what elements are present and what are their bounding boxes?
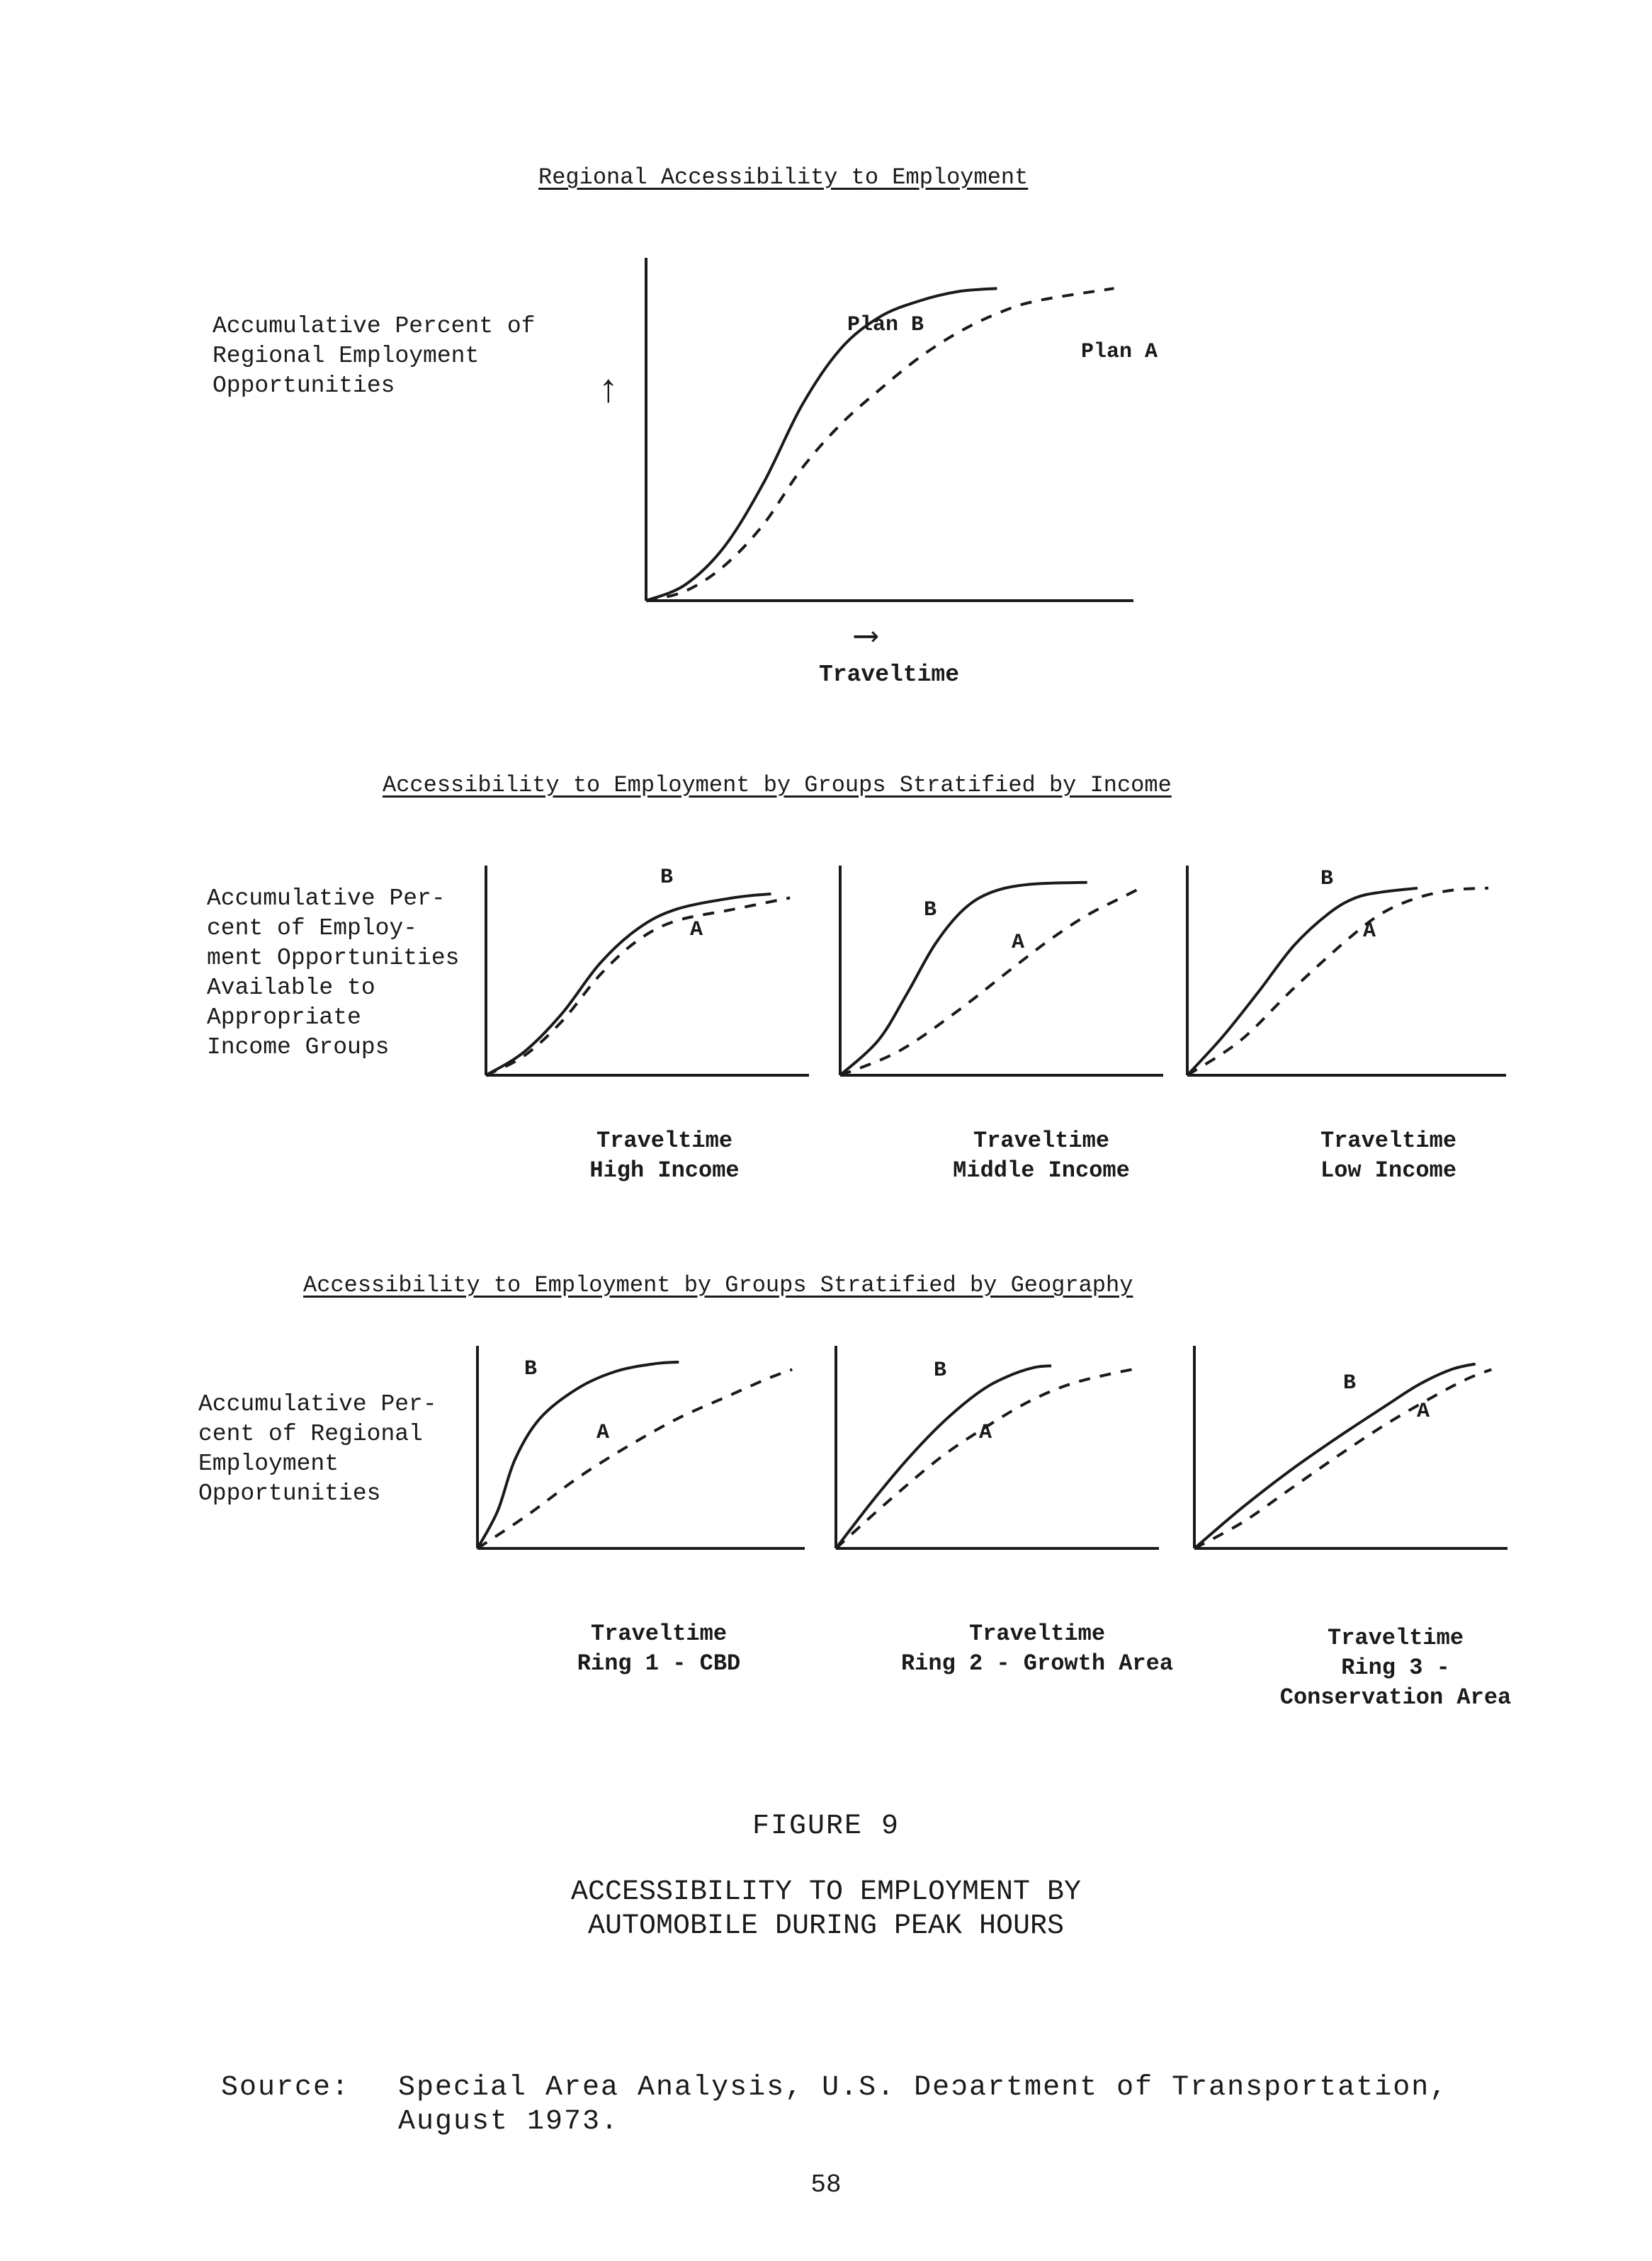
series-b-line-high-income	[486, 894, 771, 1075]
series-a-line-high-income	[486, 898, 790, 1076]
panel-high-income	[486, 866, 809, 1075]
caption-ring-1: Traveltime Ring 1 - CBD	[577, 1621, 741, 1677]
series-a-line-low-income	[1187, 888, 1488, 1075]
label-a-middle-income: A	[1012, 931, 1025, 955]
page-number: 58	[810, 2170, 842, 2199]
section-title-regional: Regional Accessibility to Employment	[538, 164, 1029, 191]
figure-caption: ACCESSIBILITY TO EMPLOYMENT BY AUTOMOBILE DURING PEAK HOURS	[570, 1876, 1082, 1942]
panel-ring-3	[1194, 1346, 1507, 1548]
series-a-line-ring-3	[1194, 1369, 1491, 1548]
right-arrow-icon: ⟶	[856, 618, 876, 657]
source-label: Source:	[221, 2072, 351, 2104]
panel-ring-1	[477, 1346, 805, 1548]
section-title-income: Accessibility to Employment by Groups Stratified by Income	[383, 772, 1172, 798]
label-a-regional: Plan A	[1081, 340, 1158, 364]
label-b-low-income: B	[1320, 867, 1334, 891]
caption-middle-income: Traveltime Middle Income	[953, 1128, 1130, 1184]
series-b-line-ring-3	[1194, 1364, 1476, 1549]
caption-low-income: Traveltime Low Income	[1320, 1128, 1457, 1184]
series-b-line-ring-2	[836, 1366, 1051, 1548]
panel-low-income	[1187, 866, 1506, 1075]
series-b-line-middle-income	[840, 883, 1087, 1075]
series-a-line-middle-income	[840, 886, 1144, 1075]
label-b-ring-2: B	[934, 1359, 947, 1383]
label-a-ring-2: A	[979, 1421, 992, 1445]
label-a-ring-1: A	[596, 1421, 610, 1445]
figure-number: FIGURE 9	[752, 1810, 900, 1842]
label-a-ring-3: A	[1417, 1400, 1430, 1424]
panel-ring-2	[836, 1346, 1159, 1548]
caption-high-income: Traveltime High Income	[589, 1128, 740, 1184]
x-axis-label-regional: Traveltime	[819, 662, 960, 688]
series-a-line-ring-2	[836, 1368, 1141, 1548]
section-title-geography: Accessibility to Employment by Groups Stratified by Geography	[303, 1272, 1133, 1298]
label-b-regional: Plan B	[847, 313, 924, 337]
panel-middle-income	[840, 866, 1163, 1075]
label-b-ring-3: B	[1343, 1371, 1357, 1395]
caption-ring-3: Traveltime Ring 3 - Conservation Area	[1279, 1625, 1512, 1711]
source-text: Special Area Analysis, U.S. Deɔartment of Transportation, August 1973.	[398, 2072, 1449, 2138]
panel-regional	[646, 258, 1158, 601]
label-a-high-income: A	[690, 918, 703, 942]
caption-ring-2: Traveltime Ring 2 - Growth Area	[900, 1621, 1174, 1677]
label-a-low-income: A	[1363, 919, 1376, 944]
label-b-middle-income: B	[924, 898, 937, 922]
label-b-ring-1: B	[524, 1357, 538, 1381]
y-axis-label-geography: Accumulative Per- cent of Regional Employment Opportunities	[198, 1391, 437, 1507]
up-arrow-icon: ↑	[596, 368, 621, 414]
y-axis-label-regional: Accumulative Percent of Regional Employment Opportunities	[213, 313, 536, 399]
label-b-high-income: B	[660, 866, 674, 890]
y-axis-label-income: Accumulative Per- cent of Employ- ment Opportunities Available to Appropriate Income Groups	[207, 885, 460, 1060]
series-b-line-ring-1	[477, 1362, 679, 1548]
series-a-line-ring-1	[477, 1369, 792, 1548]
